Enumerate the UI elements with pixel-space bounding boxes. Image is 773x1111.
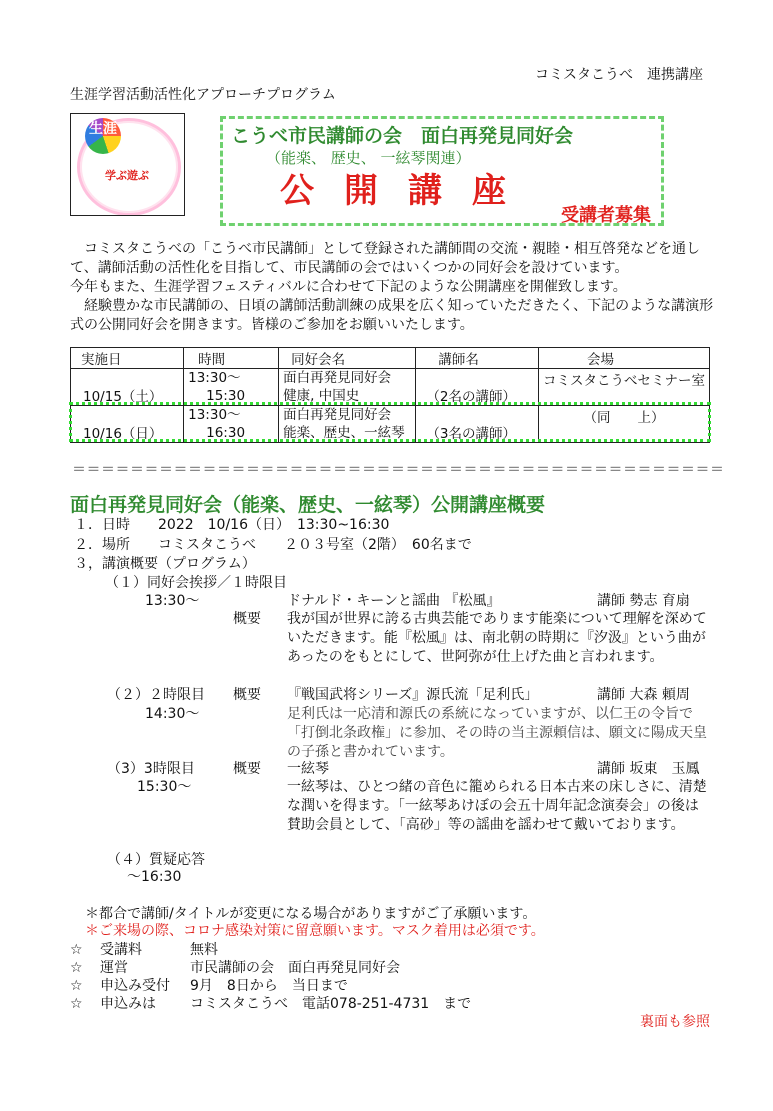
row2-time-start: 13:30～: [188, 407, 241, 423]
session3-time: 15:30～: [137, 779, 192, 795]
session2-gaiyou: 概要: [233, 687, 261, 703]
header-venue: 会場: [539, 348, 710, 369]
intro-paragraph-1: コミスタこうべの「こうべ市民講師」として登録された講師間の交流・親睦・相互啓発などを通して、講師活動の活性化を目指して、市民講師の会ではいくつかの同好会を設けています。: [70, 241, 700, 276]
row2-date: 10/16（日）: [71, 406, 184, 443]
divider-line: ＝＝＝＝＝＝＝＝＝＝＝＝＝＝＝＝＝＝＝＝＝＝＝＝＝＝＝＝＝＝＝＝＝＝＝＝＝＝＝＝＝＝＝＝＝: [72, 462, 725, 478]
info-mark-1: ☆: [70, 942, 83, 958]
session2-lecturer: 講師 大森 頼周: [597, 687, 690, 703]
info-value-fee: 無料: [190, 942, 218, 958]
title-frame: [220, 116, 664, 226]
header-date: 実施日: [71, 348, 184, 369]
title-sub: （能楽、 歴史、 一絃琴関連）: [266, 149, 471, 167]
info-mark-3: ☆: [70, 978, 83, 994]
session4-time: ～16:30: [127, 869, 182, 885]
note-change: ＊都合で講師/タイトルが変更になる場合がありますがご了承願います。: [85, 906, 537, 922]
info-label-application: 申込み受付: [100, 978, 170, 994]
row2-time: [184, 406, 279, 443]
schedule-table: [70, 347, 710, 443]
row2-time-end: 16:30: [206, 425, 246, 441]
info-value-operator: 市民講師の会 面白再発見同好会: [190, 960, 400, 976]
program-label: 生涯学習活動活性化アプローチプログラム: [70, 87, 336, 103]
session1-lecture: ドナルド・キーンと謡曲 『松風』: [287, 593, 501, 609]
info-label-operator: 運営: [100, 960, 128, 976]
info-mark-2: ☆: [70, 960, 83, 976]
row1-time-start: 13:30～: [188, 370, 241, 386]
title-org: こうべ市民講師の会 面白再発見同好会: [231, 125, 574, 147]
row1-time: [184, 369, 279, 406]
table-row: [71, 406, 710, 443]
info-label-contact: 申込みは: [100, 996, 156, 1012]
overview-program: ３，講演概要（プログラム）: [74, 556, 256, 572]
row2-club-topics: 能楽、歴史、一絃琴: [283, 425, 405, 441]
session2-lecture: 『戦国武将シリーズ』源氏流「足利氏」: [287, 687, 539, 703]
session1-description: 我が国が世界に誇る古典芸能であります能楽について理解を深めていただきます。能『松風』は、南北朝の時期に『汐汲』という曲があったのをもとにして、世阿弥が仕上げた曲と言われます。: [287, 611, 707, 665]
row1-club: [279, 369, 416, 406]
row1-lecturer: （2名の講師）: [416, 369, 539, 406]
note-covid: ＊ご来場の際、コロナ感染対策に留意願います。マスク着用は必須です。: [85, 923, 545, 939]
session2-time: 14:30～: [145, 706, 200, 722]
back-page-note: 裏面も参照: [640, 1014, 710, 1030]
overview-place: ２．場所 コミスタこうべ ２０３号室（2階） 60名まで: [74, 537, 472, 553]
logo-subtext: 学ぶ遊ぶ: [105, 169, 149, 182]
session2-label: （２）２時限目: [107, 687, 205, 703]
session1-time: 13:30～: [145, 593, 200, 609]
row1-date: 10/15（土）: [71, 369, 184, 406]
header-club: 同好会名: [279, 348, 416, 369]
row2-club: [279, 406, 416, 443]
logo-word: 生涯: [89, 121, 117, 137]
session3-lecture: 一絃琴: [287, 761, 329, 777]
title-recruit: 受講者募集: [561, 205, 651, 226]
session4-label: （４）質疑応答: [107, 852, 205, 868]
session2-description: 足利氏は一応清和源氏の系統になっていますが、以仁王の令旨で「打倒北条政権」に参加、その時の当主源頼信は、願文に陽成天皇の子孫と書かれています。: [287, 706, 707, 760]
session3-gaiyou: 概要: [233, 761, 261, 777]
info-value-application: 9月 8日から 当日まで: [190, 978, 348, 994]
intro-paragraph-3: 経験豊かな市民講師の、日頃の講師活動訓練の成果を広く知っていただきたく、下記のような講演形式の公開同好会を開きます。皆様のご参加をお願いいたします。: [70, 298, 714, 333]
info-mark-4: ☆: [70, 996, 83, 1012]
row2-lecturer: （3名の講師）: [416, 406, 539, 443]
row1-club-topics: 健康, 中国史: [283, 388, 360, 404]
session3-label: （3）3時限目: [107, 761, 195, 777]
logo: [70, 113, 185, 216]
row1-venue: コミスタこうべセミナー室: [539, 369, 710, 406]
header-lecturer: 講師名: [416, 348, 539, 369]
intro-paragraph-2: 今年もまた、生涯学習フェスティバルに合わせて下記のような公開講座を開催致します。: [70, 279, 627, 295]
row1-time-end: 15:30: [206, 388, 246, 404]
session1-lecturer: 講師 勢志 育扇: [597, 593, 690, 609]
row1-club-name: 面白再発見同好会: [283, 370, 392, 386]
table-header-row: [71, 348, 710, 369]
session1-label: （１）同好会挨拶／１時限目: [105, 575, 287, 591]
row2-venue: （同 上）: [539, 406, 710, 443]
session3-description: 一絃琴は、ひとつ緒の音色に籠められる日本古来の床しさに、清楚な潤いを得ます。「一絃琴あけぼの会五十周年記念演奏会」の後は賛助会員として、「高砂」等の謡曲を謡わせて戴いております。: [287, 779, 707, 833]
session1-gaiyou: 概要: [233, 611, 261, 627]
overview-datetime: １．日時 2022 10/16（日） 13:30~16:30: [74, 517, 390, 533]
overview-title: 面白再発見同好会（能楽、歴史、一絃琴）公開講座概要: [70, 494, 546, 516]
session3-lecturer: 講師 坂東 玉鳳: [597, 761, 700, 777]
info-label-fee: 受講料: [100, 942, 142, 958]
partner-label: コミスタこうべ 連携講座: [535, 67, 703, 83]
table-row: [71, 369, 710, 406]
info-value-contact: コミスタこうべ 電話078-251-4731 まで: [190, 996, 472, 1012]
header-time: 時間: [184, 348, 279, 369]
title-main: 公開講座: [280, 171, 536, 211]
row2-club-name: 面白再発見同好会: [283, 407, 392, 423]
